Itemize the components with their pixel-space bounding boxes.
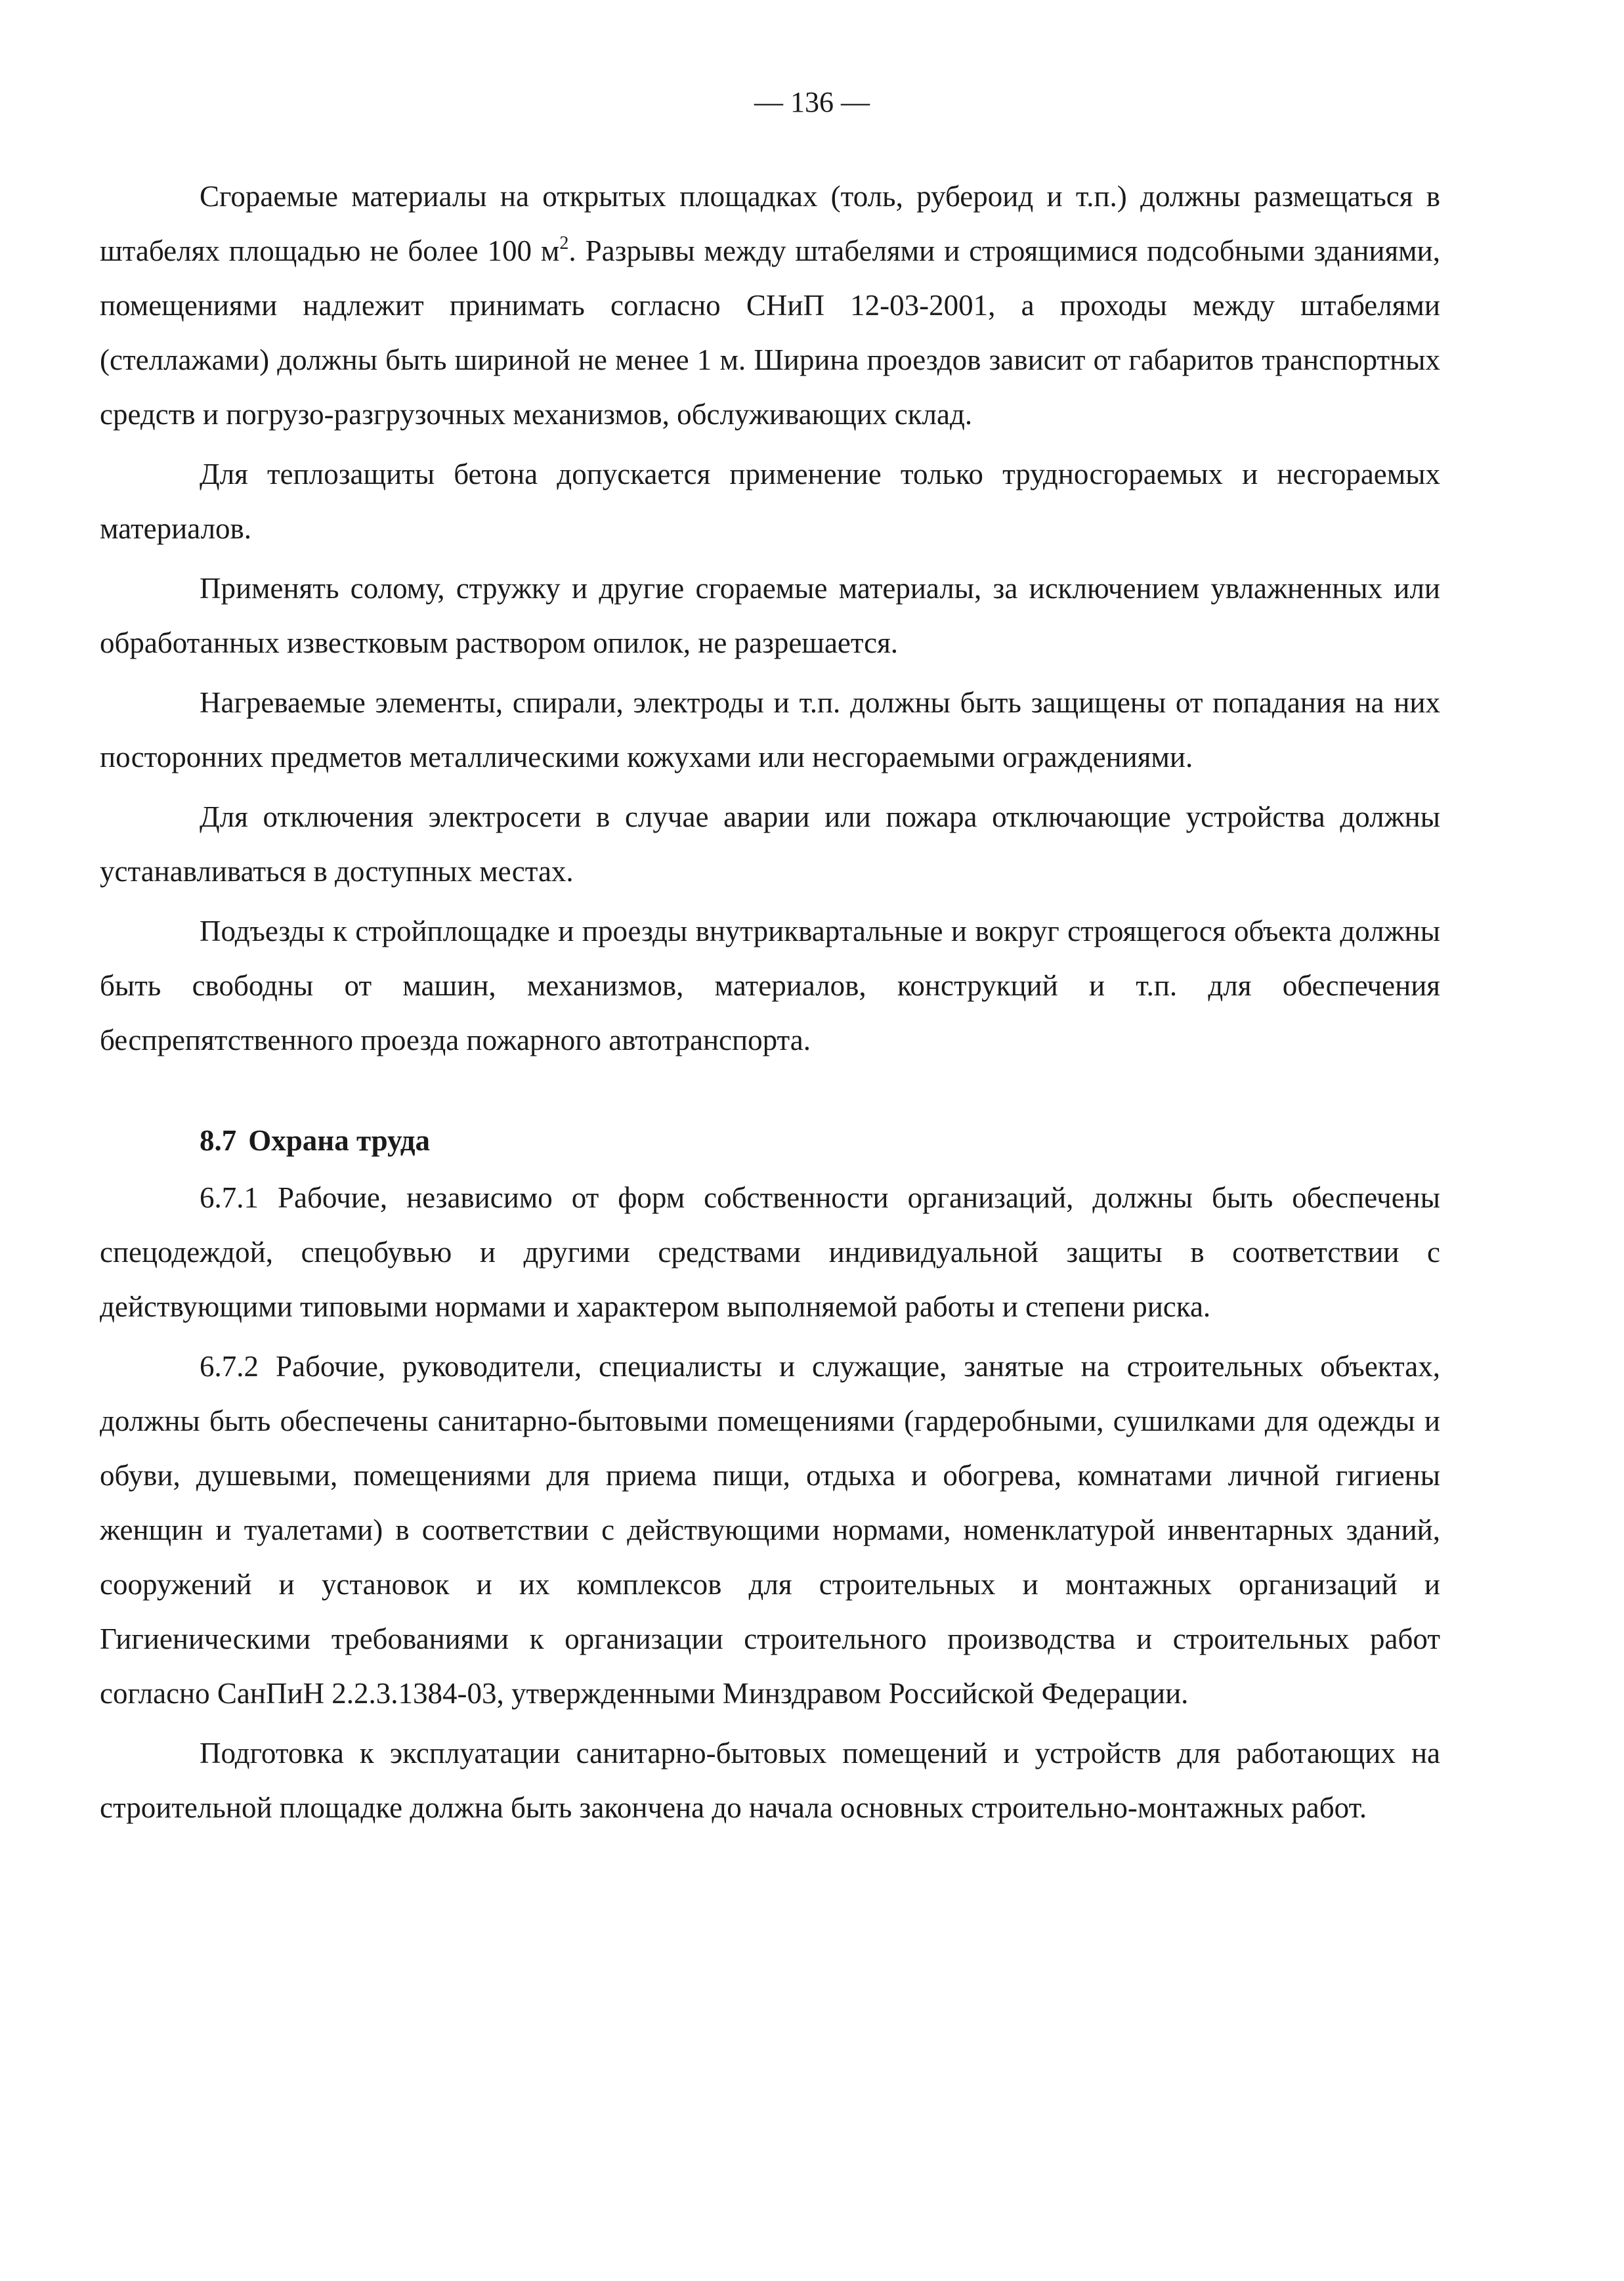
paragraph-straw-shavings: Применять солому, стружку и другие сгораемые материалы, за исключением увлажненных или обработанных известковым раствором опилок, не разрешается. xyxy=(100,572,1440,659)
paragraph-access-roads: Подъезды к стройплощадке и проезды внутриквартальные и вокруг строящегося объекта должны быть свободны от машин, механизмов, материалов, конструкций и т.п. для обеспечения беспрепятственного проезда пожарного автотранспорта. xyxy=(100,915,1440,1056)
superscript: 2 xyxy=(559,233,569,253)
paragraph-facilities-preparation: Подготовка к эксплуатации санитарно-бытовых помещений и устройств для работающих на строительной площадке должна быть закончена до начала основных строительно-монтажных работ. xyxy=(100,1737,1440,1824)
paragraph-sanitary-facilities: 6.7.2 Рабочие, руководители, специалисты и служащие, занятые на строительных объектах, должны быть обеспечены санитарно-бытовыми помещениями (гардеробными, сушилками для одежды и обуви, душевыми, помещениями для приема пищи, отдыха и обогрева, комнатами личной гигиены женщин и туалетами) в соответствии с действующими нормами, номенклатурой инвентарных зданий, сооружений и установок и их комплексов для строительных и монтажных организаций и Гигиеническими требованиями к организации строительного производства и строительных работ согласно СанПиН 2.2.3.1384-03, утвержденными Минздравом Российской Федерации. xyxy=(100,1350,1440,1710)
paragraph-text: . Разрывы между штабелями и строящимися подсобными зданиями, помещениями надлежит принимать согласно СНиП 12-03-2001, а проходы между штабелями (стеллажами) должны быть шириной не менее 1 м. Ширина проездов зависит от габаритов транспортных средств и погрузо-разгрузочных механизмов, обслуживающих склад. xyxy=(100,234,1440,431)
page-body xyxy=(100,169,1440,1840)
paragraph-combustible-materials xyxy=(100,169,1440,442)
paragraph-heating-elements: Нагреваемые элементы, спирали, электроды и т.п. должны быть защищены от попадания на них посторонних предметов металлическими кожухами или несгораемыми ограждениями. xyxy=(100,686,1440,773)
section-title: Охрана труда xyxy=(248,1124,430,1157)
section-number: 8.7 xyxy=(200,1124,237,1157)
page-number: — 136 — xyxy=(754,86,870,118)
paragraph-text: Сгораемые материалы на открытых площадках (толь, рубероид и т.п.) должны размещаться в штабелях площадью не более 100 м xyxy=(100,180,1440,267)
paragraph-protective-clothing: 6.7.1 Рабочие, независимо от форм собственности организаций, должны быть обеспечены спецодеждой, спецобувью и другими средствами индивидуальной защиты в соответствии с действующими типовыми нормами и характером выполняемой работы и степени риска. xyxy=(100,1181,1440,1323)
paragraph-power-disconnect: Для отключения электросети в случае аварии или пожара отключающие устройства должны устанавливаться в доступных местах. xyxy=(100,800,1440,888)
paragraph-concrete-insulation: Для теплозащиты бетона допускается применение только трудносгораемых и несгораемых материалов. xyxy=(100,458,1440,545)
section-heading xyxy=(100,1114,1440,1168)
